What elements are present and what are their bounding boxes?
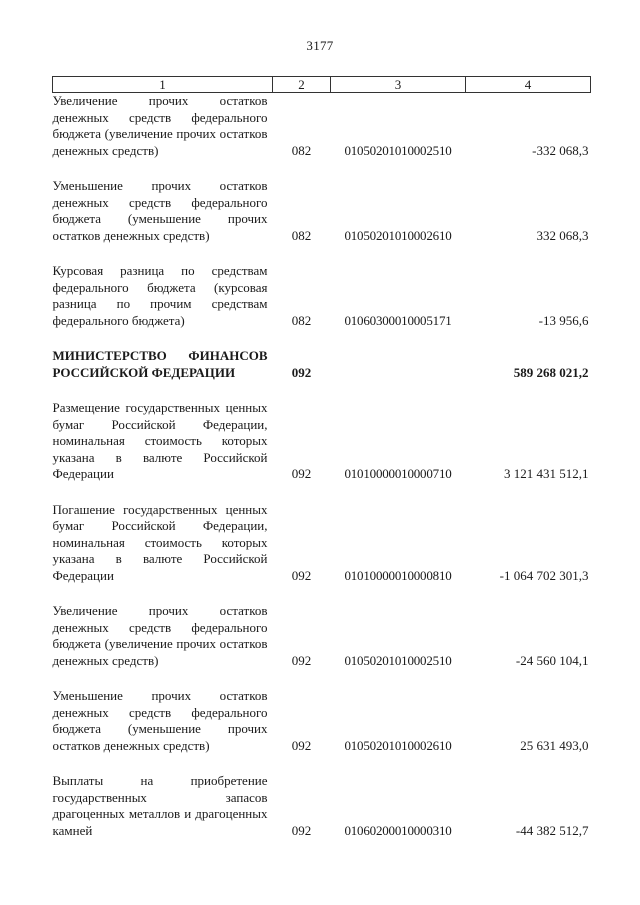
row-spacer	[53, 244, 591, 263]
row-amount: -332 068,3	[532, 142, 589, 158]
row-spacer	[53, 669, 591, 688]
row-description: Выплаты на приобретение государственных запасов драгоценных металлов и драгоценных камней	[52, 773, 268, 838]
row-description: Увеличение прочих остатков денежных средств федерального бюджета (увеличение прочих остатков денежных средств)	[52, 603, 268, 668]
row-chapter: 092	[291, 822, 312, 838]
row-amount: -24 560 104,1	[515, 652, 589, 668]
row-spacer	[53, 584, 591, 603]
table-row	[53, 263, 591, 329]
row-amount: -1 064 702 301,3	[499, 567, 589, 583]
row-code	[331, 348, 466, 381]
row-chapter: 082	[291, 142, 312, 158]
row-code: 01060300010005171	[344, 312, 452, 328]
row-chapter: 092	[291, 567, 312, 583]
row-description: Курсовая разница по средствам федерального бюджета (курсовая разница по прочим средствам федерального бюджета)	[52, 263, 268, 328]
row-code: 01010000010000710	[344, 466, 452, 481]
row-spacer	[53, 754, 591, 773]
row-spacer	[53, 159, 591, 178]
table-row	[53, 178, 591, 244]
table-row	[53, 603, 591, 669]
table-header	[53, 77, 591, 93]
row-description: Увеличение прочих остатков денежных средств федерального бюджета (увеличение прочих остатков денежных средств)	[52, 93, 268, 158]
header-col-2: 2	[273, 77, 331, 93]
row-code: 01010000010000810	[344, 567, 452, 583]
table-row-ministry-total	[53, 348, 591, 381]
row-amount: 25 631 493,0	[520, 737, 589, 753]
row-code: 01050201010002510	[344, 652, 452, 668]
table-row	[53, 773, 591, 839]
row-description: Уменьшение прочих остатков денежных средств федерального бюджета (уменьшение прочих остатков денежных средств)	[52, 178, 268, 243]
row-code: 01050201010002610	[344, 227, 452, 243]
row-description: Размещение государственных ценных бумаг Российской Федерации, номинальная стоимость которых указана в валюте Российской Федерации	[52, 400, 268, 481]
row-amount: -44 382 512,7	[515, 822, 589, 838]
page-number: 3177	[306, 38, 334, 53]
row-spacer	[53, 381, 591, 400]
header-col-4: 4	[466, 77, 591, 93]
header-col-1: 1	[53, 77, 273, 93]
row-chapter: 082	[291, 312, 312, 328]
table-row	[53, 502, 591, 585]
row-code: 01050201010002510	[344, 142, 452, 158]
row-description: Погашение государственных ценных бумаг Российской Федерации, номинальная стоимость которых указана в валюте Российской Федерации	[52, 501, 268, 583]
row-spacer	[53, 483, 591, 502]
row-description: МИНИСТЕРСТВО ФИНАНСОВ РОССИЙСКОЙ ФЕДЕРАЦИИ	[52, 348, 268, 380]
table-row	[53, 688, 591, 754]
row-amount: -13 956,6	[538, 312, 589, 328]
header-row	[53, 77, 591, 93]
row-chapter: 092	[291, 652, 312, 668]
table-row	[53, 400, 591, 483]
row-chapter: 092	[291, 466, 312, 481]
row-amount: 3 121 431 512,1	[504, 466, 589, 481]
table-body	[53, 93, 591, 840]
table-row	[53, 93, 591, 160]
row-chapter: 092	[291, 364, 312, 380]
row-chapter: 082	[291, 227, 312, 243]
row-code: 01060200010000310	[344, 822, 452, 838]
row-amount: 589 268 021,2	[513, 364, 589, 380]
header-col-3: 3	[331, 77, 466, 93]
budget-table	[52, 76, 591, 839]
row-amount: 332 068,3	[536, 227, 589, 243]
row-code: 01050201010002610	[344, 737, 452, 753]
row-description: Уменьшение прочих остатков денежных средств федерального бюджета (уменьшение прочих остатков денежных средств)	[52, 688, 268, 753]
row-spacer	[53, 329, 591, 348]
row-chapter: 092	[291, 737, 312, 753]
